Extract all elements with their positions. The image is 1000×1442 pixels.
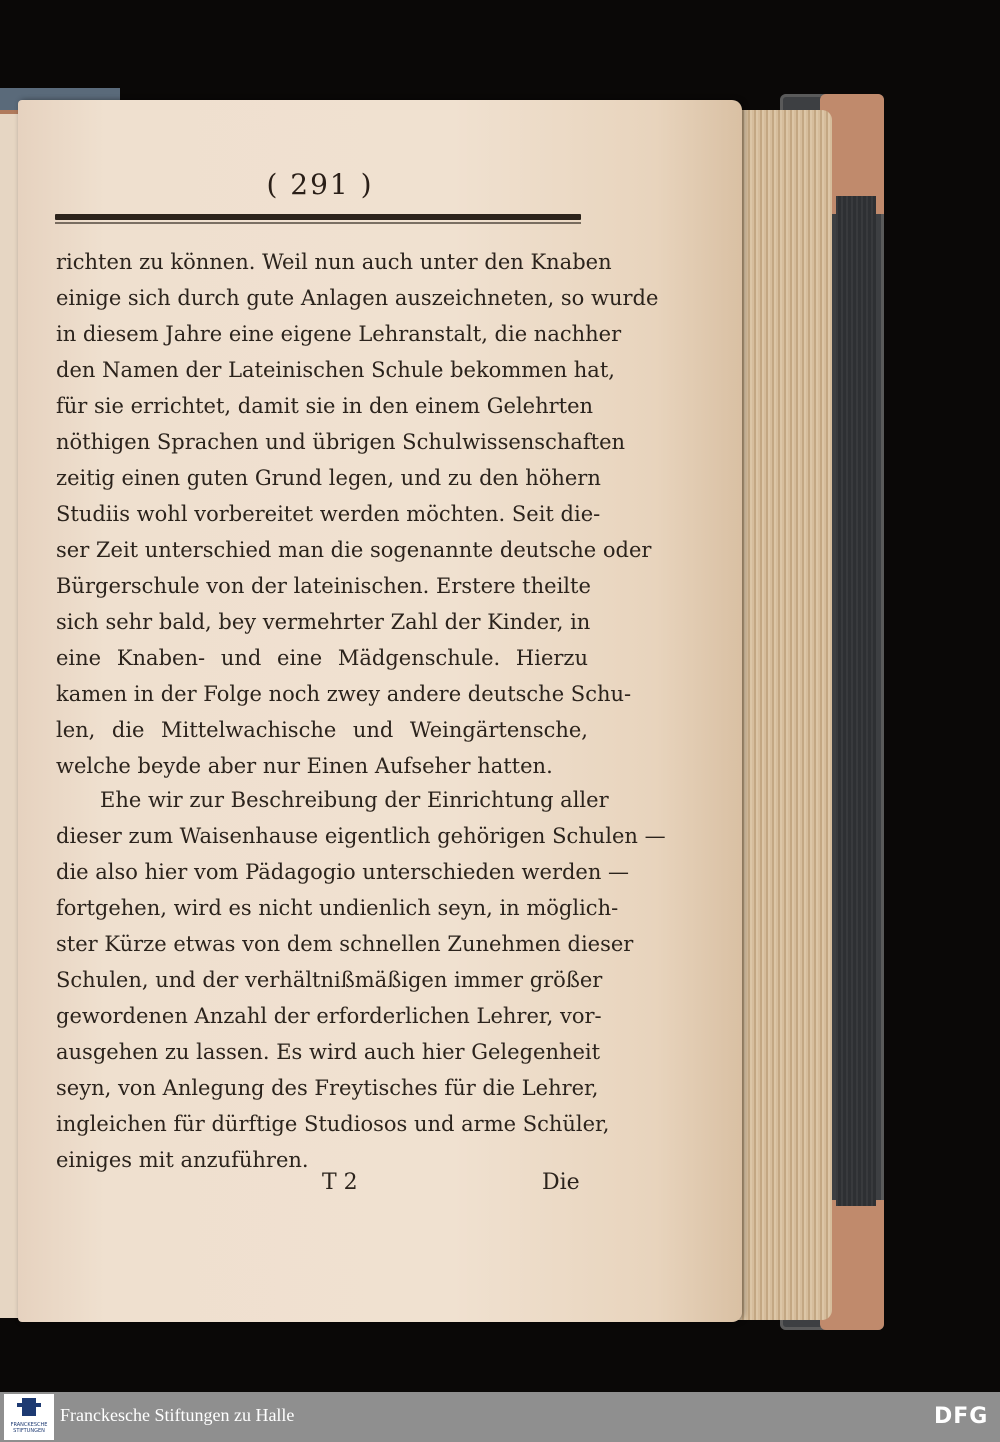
text-line: Schulen, und der verhältnißmäßigen immer größer [56,968,603,992]
header-rule-thin [55,222,581,224]
text-line: Studiis wohl vorbereitet werden möchten. Seit die- [56,502,601,526]
signature-mark: T 2 [322,1170,358,1195]
text-line: fortgehen, wird es nicht undienlich seyn, in möglich- [56,896,619,920]
paragraph-1 [56,244,659,784]
catchword: Die [542,1170,580,1195]
text-line: einiges mit anzuführen. [56,1148,309,1172]
text-line: len, die Mittelwachische und Weingärtensche, [56,718,588,742]
text-line: ser Zeit unterschied man die sogenannte deutsche oder [56,538,652,562]
text-line: für sie errichtet, damit sie in den einem Gelehrten [56,394,594,418]
logo-text: FRANCKESCHE STIFTUNGEN [10,1422,48,1434]
institution-logo[interactable] [4,1394,54,1440]
header-rule [55,214,581,220]
text-line: Bürgerschule von der lateinischen. Erstere theilte [56,574,591,598]
text-line: dieser zum Waisenhause eigentlich gehörigen Schulen — [56,824,666,848]
text-line: ster Kürze etwas von dem schnellen Zunehmen dieser [56,932,634,956]
text-line: richten zu können. Weil nun auch unter den Knaben [56,250,612,274]
cross-logo-icon [22,1398,36,1416]
text-line: seyn, von Anlegung des Freytisches für die Lehrer, [56,1076,599,1100]
text-line: ingleichen für dürftige Studiosos und arme Schüler, [56,1112,610,1136]
dfg-logo[interactable]: DFG [934,1404,989,1429]
institution-name[interactable]: Franckesche Stiftungen zu Halle [60,1405,295,1425]
text-line: ausgehen zu lassen. Es wird auch hier Gelegenheit [56,1040,601,1064]
text-line: den Namen der Lateinischen Schule bekommen hat, [56,358,615,382]
text-line: eine Knaben- und eine Mädgenschule. Hierzu [56,646,588,670]
book-cover-cloth [836,196,876,1206]
paragraph-2 [56,782,666,1178]
text-line: Ehe wir zur Beschreibung der Einrichtung aller [100,788,609,812]
text-line: kamen in der Folge noch zwey andere deutsche Schu- [56,682,632,706]
text-line: zeitig einen guten Grund legen, und zu den höhern [56,466,601,490]
text-line: die also hier vom Pädagogio unterschieden werden — [56,860,630,884]
text-line: welche beyde aber nur Einen Aufseher hatten. [56,754,553,778]
text-line: gewordenen Anzahl der erforderlichen Lehrer, vor- [56,1004,602,1028]
page-header: ( 291 ) [266,168,374,201]
text-line: sich sehr bald, bey vermehrter Zahl der Kinder, in [56,610,591,634]
text-line: nöthigen Sprachen und übrigen Schulwissenschaften [56,430,626,454]
text-line: in diesem Jahre eine eigene Lehranstalt, die nachher [56,322,622,346]
page-edges [728,110,832,1320]
text-line: einige sich durch gute Anlagen auszeichneten, so wurde [56,286,659,310]
